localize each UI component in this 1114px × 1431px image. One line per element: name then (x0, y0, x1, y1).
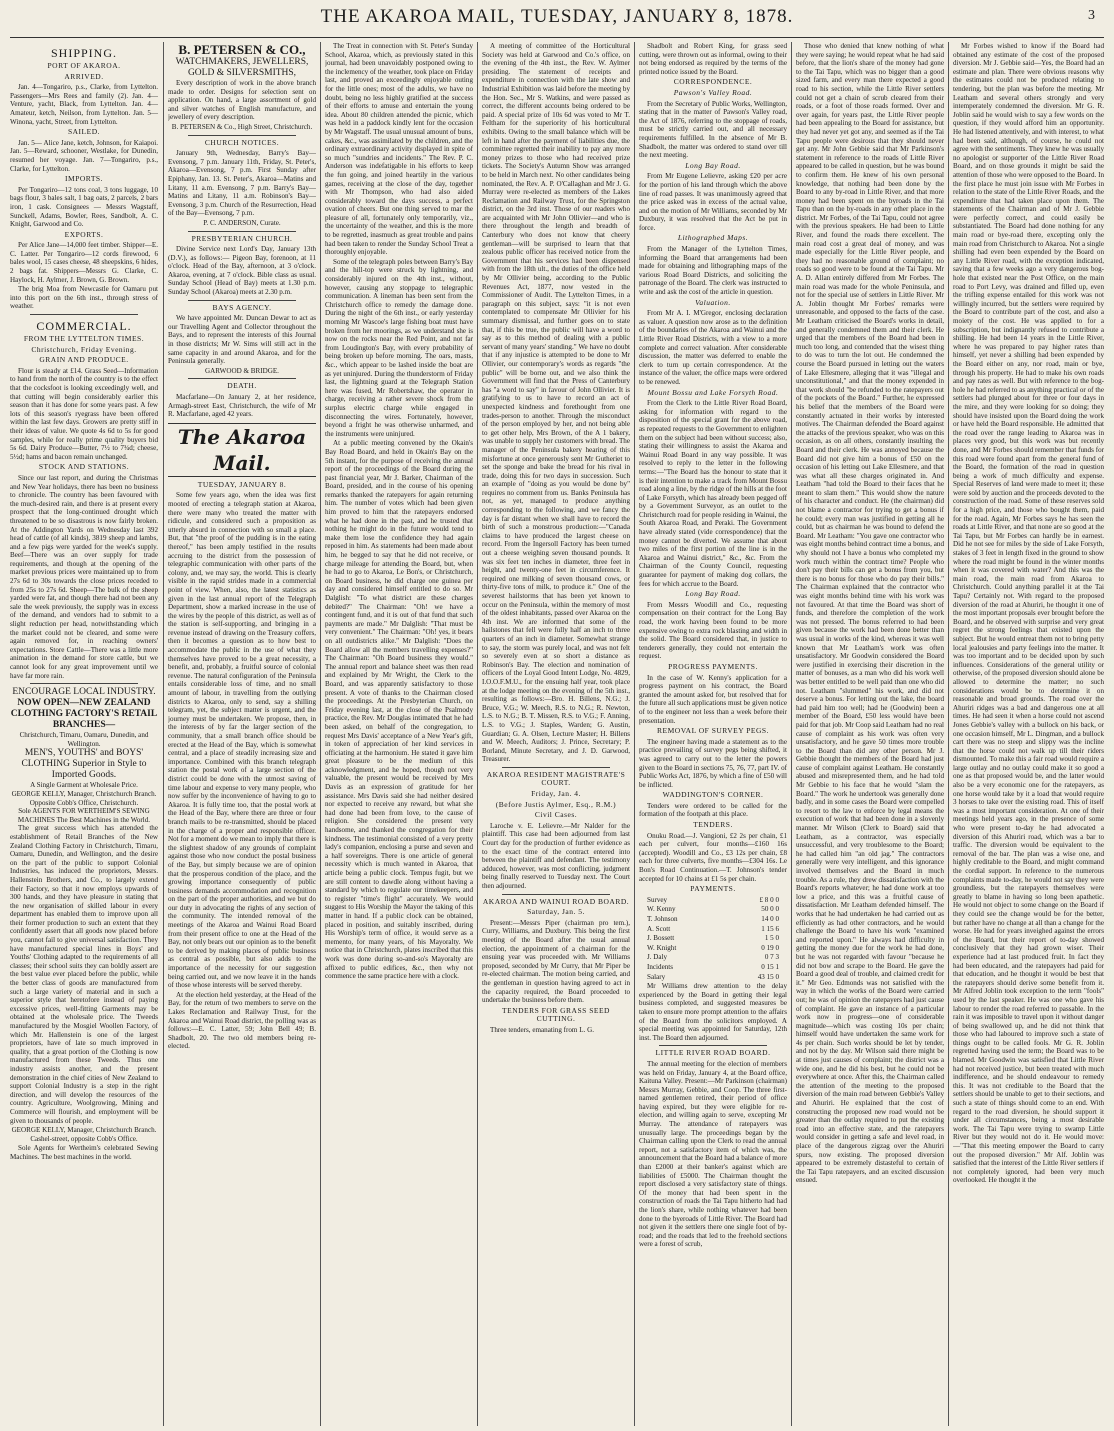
progress-heading: PROGRESS PAYMENTS. (668, 661, 758, 671)
payment-amount: 1 15 6 (761, 924, 779, 933)
grass-tenders-text: Three tenders, emanating from L. G. (490, 1025, 595, 1034)
road-board-date: Saturday, Jan. 5. (527, 907, 585, 917)
exports-heading: EXPORTS. (64, 229, 104, 239)
col7-text: Mr Forbes wished to know if the Board had obtained any estimate of the cost of the proposed diversion. Mr J. Gebbie said—Yes, the Board had an estimate and plan. There were obvious reasons why the estimates could not be produced relating to tendering, but the plan was before the meeting. Mr Leatham and several others strongly and very intemperately condemned the diversion. Mr G. R. Joblin said he would wish to say a few words on the question, if they would afford him an opportunity. He had listened attentively, and with interest, to what had been said, although, of course, he could not agree with the sentiments. They knew he was usually no apologist or supporter of the Little River Road Board, and on those grounds it might be said the attention of those who were opposed to the Board. In the first place he must join issue with Mr Forbes in relation to the state of the Little River Roads, and the expenditure that had taken place upon them. The statements of the Chairman and of Mr J. Gebbie were perfectly correct, and could easily be substantiated. The Board had done nothing for any main road or bye-road there, excepting only the main road from Christchurch to Akaroa. Not a single shilling had even been expended by the Board on any Little River road, with the exception indicated, saving that a few weeks ago a very dangerous bog-hole that existed near the Post Office, on the main road to Port Levy, was drained and filled up, even the trifling expense entailed for this work was not willingly incurred, but the settlers were required by the Board to contribute part of the cost, and also a moiety of the cost. He was applied to for a subscription, but indignantly refused to contribute a shilling. He had been 14 years in the Little River, where he was prepared to pay higher rates than himself, yet never a shilling had been expended by the Board either on any, nor road, main or bye, through his property. He had to make his own roads and pay rates as well. But with reference to the bog-hole he had referred to as anything practical or of the settlers had plunged about for three or four days in the mire, and they were looking for so doing; they should have insisted upon the Board doing the work or have held the Board responsible. He admitted that the road over the range leading to Akaroa was in places very good, but this work was but recently done, and Mr Forbes should remember that funds for this road were found apart from the general fund of the Board, the formation of the road in question being a work of much difficulty and expense. Special Reserves of land were made to meet it; these were sold by auction and the proceeds devoted to the construction of the road. Some of these reserves sold for a high price, and those who bought them, paid for the road. Again, Mr Forbes says he has seen the roads at Little River, and that none are so good at the Tai Tapu, but Mr Forbes can hardly be in earnest. Did he not see for miles by the side of Lake Forsyth, stakes of 3 feet in length fixed in the ground to show where the road might be found in the winter months when it was covered with water? And this was the main road, the main road from Akaroa to Christchurch. Could anything parallel it at the Tai Tapu? Certainly not. With regard to the proposed diversion of the road at Ahuriri, he thought it one of the most important proposals ever brought before the Board, and he observed with surprise and very great regret the strong feelings that existed upon the subject. But he would entreat them not to bring petty local jealousies and party feelings into the matter. It was too important and to be decided upon by such influences. Considerations of the general utility or otherwise, of the proposed diversion should alone be allowed to determine the matter; no such considerations would be to determine it on reasonable and broad grounds. The road over the Ahuriri ridges was a bad and dangerous one at all times. He had seen it when a horse could not ascend Jones Gebbie's valley with a bullock on his back, or one occasion himself, Mr L. Dingman, and a bullock cart there was no steep and slippy was the incline that the horse could not walk up till their riders dismounted. To make this a fair road would require a large outlay and no outlay could make it so good a one as that proposed would be, and the latter would also be a very economic one for the ratepayers, as one horse would take by it a load that would require 3 horses to take over the existing road. This of itself was a most important consideration. At one of their meetings held years ago, in the presence of some who were present to-day he had advocated a diversion of this Ahuriri road, which was a bar to traffic. The diversion would be equivalent to the removal of the bar. The plan was a wise one, and highly creditable to the Board, and might command the cordial support. In reference to the numerous complaints made to-day, he would not say they were groundless, but the ratepayers themselves were greatly to blame in having so long been apathetic. He would not object to some change on the Board if they could see the change would be for the better, but rather have no change at all than a change for the worse. He had for years inveighed against the errors of the Board, but their report of to-day showed conclusively that they had grown wiser. Their experience had at last produced fruit. In fact they had been educated, and the ratepayers had paid for that education, and he thought it would be best that the ratepayers should derive some benefit from it. Mr Alfred Joblin took exception to the term "fools" used by the last speaker. He was one who gave his labour to render the road referred to passable. In the rain it was imposible to travel upon it without danger of being swallowed up, and he did not think that those who had laboured to improve such a state of things ought to be called fools. Mr G. R. Joblin regretted having used the term; the Board was to be blamed. Mr Goodwin was satisfied that Little River had not received justice, but been treated with much indifference, and he should endeavour to remedy this. It was not creditable to the Board that the settlers should be unable to get to their sections, and such a state of things should come to an end. With regard to the road diversion, he should support it under all circumstances, being a most desirable work. The Tai Tapu were trying to swamp Little River but they would not do it. He would move:—"That this meeting empower the Board to carry out the proposed diversion." Mr Alf. Joblin was satisfied that the interest of the Little River settlers if not completely ignored, had been very much overlooked. He thought it the (953, 42, 1104, 1185)
payment-row (639, 905, 787, 914)
arrived-heading: ARRIVED. (64, 71, 104, 81)
imports-heading: IMPORTS. (65, 174, 103, 184)
ad-agents: Sole Agents for Wertheim's celebrated Sewing Machines. The best machines in the world. (10, 1144, 158, 1161)
divider (30, 683, 138, 684)
payment-name: W. Knight (647, 943, 677, 952)
bays-heading: BAYS AGENCY. (212, 302, 272, 312)
divider (502, 894, 610, 895)
correspondence-heading: CORRESPONDENCE. (673, 77, 753, 87)
shipping-heading: SHIPPING. (50, 46, 117, 60)
payment-amount: 43 15 0 (757, 972, 779, 981)
divider (502, 767, 610, 768)
tenders-heading: TENDERS. (693, 820, 733, 830)
payment-amount: 1 5 0 (764, 934, 779, 943)
payment-amount: 0 7 3 (764, 953, 779, 962)
ad-mens: MEN'S, YOUTHS' and BOYS' CLOTHING Superior in Style to Imported Goods. (21, 748, 147, 781)
leader-text: Some few years ago, when the idea was first mooted of erecting a telegraph station at Akaroa, there were many who treated the matter with ridicule, and considered such a proposition as utterly absurd in connection with so small a place. But, that "the proof of the pudding is in the eating thereof," has been amply testified in the results accruing to the district from the possession of telegraphic communication with other parts of the colony, and, we may say, the world. This is clearly visible in the rapid strides made in a commercial point of view. When, also, the latest statistics as given in the last annual report of the Telegraph Department, show a marked increase in the use of the wires by the people of this district, as well as of the station is self-supporting, and bringing in a revenue instead of drawing on the Treasury coffers, then it becomes a question as to how best to accommodate the public in the use of what they themselves have proved to be a great necessity, a benefit, and, probably, a fruitful source of colonial revenue. The natural configuration of the Peninsula entails considerable loss of time, and no small amount of labour, in travelling from the outlying districts to Akaroa, only to send, say a shilling telegram, yet, the subject matter is urgent, and the journey must be undertaken. We propose, then, in the interests of by far the larger section of the community, that a small branch office should be erected at the Head of the Bay, which is somewhat central, and a place of steadily increasing size and importance. Combined with this branch telegraph station the postal work of a large section of the district could be done with the utmost saving of time labour and expense to very many people, who now suffer by the inconvenience of having to go to Akaroa. It is fully time too, that the postal work at the Head of the Bay, where there are three or four branch mails to be re-transmitted, should be placed in the charge of a proper and responsible officer. Not for a moment do we mean to imply that there is the slightest shadow of any grounds of complaint against those who now conduct the postal business of the Bay, but simply because we are of opinion that the prosperous condition of the place, and the growing importance consequently of public business demands accommodation and recognition on the part of the proper authorities, and we but do our duty in advocating the rights of any section of the community. The intended removal of the meetings of the Akaroa and Wainui Road Board from their present office to one at the Head of the Bay, not only bears out our opinion as to the benefit to be derived by making places of public business as central as possible, but also adds to the importance of the necessity for our suggestion being carried out, and we now leave it in the hands of those whose interests will be served thereby. (168, 491, 316, 990)
payment-amount: 14 0 0 (761, 915, 779, 923)
grain-heading: GRAIN AND PRODUCE. (39, 355, 129, 365)
longbay2-text: From Messrs Woodill and Co., requesting compensation on their contract for the Long Bay road, the work having been found to be more expensive owing to extra rock blasting and width in the solid. The Board considered that, in justice to tenderers generally, they could not entertain the request. (639, 600, 787, 661)
divider (30, 314, 138, 315)
telegraph-text: Some of the telegraph poles between Barry's Bay and the hill-top were struck by lightning, and considerably injured on the 4th inst., without, however, causing any stoppage to telegraphic communication. A lineman has been sent from the Christchurch office to remedy the damage done. During the night of the 6th inst., or early yesterday morning Mr Wascoe's large fishing boat must have broken from her moorings, as we understand she is now on the rocks near the Red Point, and not far from Loudington's Bay, with every probability of being broken up before morning. The oars, masts, &c., which appear to be lashed inside the boat are as yet uninjured. During the thunderstorm of Friday last, the lightning guard at the Telegraph Station here was fused, Mr Robertshaw, the operator in charge, receiving a rather severe shock from the surplus electric charge while engaged in disconnecting the wires. Fortunately, however, beyond a fright he was otherwise unharmed, and the instruments were uninjured. (325, 257, 473, 438)
payment-amount: 50 0 0 (761, 905, 779, 914)
column-7 (953, 42, 1104, 1426)
divider (188, 135, 296, 136)
bays-text: We have appointed Mr. Duncan Dewar to act as our Travelling Agent and Collector throughout the Bays, and to represent the interests of this Journal in those districts; Mr W. Sims will still act in the same capacity in and around Akaroa, and for the Peninsula generally. (168, 314, 316, 366)
williams-text: Mr Williams drew attention to the delay experienced by the Board in getting their legal business completed, and suggested measures be taken to ensure more prompt attention to the affairs of the Board from the solicitors employed. A special meeting was appointed for Saturday, 12th inst. The Board then adjourned. (639, 982, 787, 1042)
port-heading: PORT OF AKAROA. (47, 61, 121, 70)
bays-signature: GARWOOD & BRIDGE. (205, 366, 279, 375)
sailed-text: Jan. 5— Alice Jane, ketch, Johnson, for Kaiapoi. Jan. 5—Reward, schooner, Westlake, for Dunedin, resumed her voyage. Jan. 7—Tongariro, p.s., Clarke, for Lyttelton. (10, 138, 158, 173)
church-signature: P. C. ANDERSON, Curate. (203, 218, 281, 227)
payment-name: W. Kenny (647, 905, 676, 914)
column-rule (634, 42, 635, 1426)
payment-name: J. Bossett (647, 934, 675, 943)
ad-heading: ENCOURAGE LOCAL INDUSTRY. (12, 687, 156, 698)
leader-dateline: TUESDAY, JANUARY 8. (197, 479, 287, 489)
payment-amount: 0 19 0 (761, 943, 779, 952)
longbay2-heading: Long Bay Road. (685, 589, 741, 599)
ad-sole: Sole AGENTS FOR WERTHEIM'S SEWING MACHINES The Best Machines in the World. (17, 807, 151, 824)
petersen-signature: B. PETERSEN & Co., High Street, Christchurch. (171, 122, 313, 131)
ad-single: A Single Garment at Wholesale Price. (30, 781, 138, 790)
tenders-text: Onuku Road.—J. Vangioni, £2 2s per chain, £1 each per culvert, four months—£160 16s (accepted). Woodill and Co., £3 12s per chain, £8 each for three culverts, five months—£304 16s. Le Bon's Road Continuation.—T. Johnson's tender accepted for 10 chains at £1 5s per chain. (639, 831, 787, 883)
masthead (0, 6, 1114, 36)
petersen-body: Every description of work in the above branch made to order. Designs for selection sent on application. On hand, a large assortment of gold and silver watches of English manufacture, and jewellery of every description. (168, 79, 316, 122)
litho-heading: Lithographed Maps. (677, 233, 749, 243)
dateline: Christchurch, Friday Evening. (31, 344, 137, 354)
column-1 (10, 42, 158, 1426)
column-rule (320, 42, 321, 1426)
arrived-text: Jan. 4—Tongariro, p.s., Clarke, from Lyttelton. Passengers—Mrs Rees and family (2). Jan. 4—Venture, yacht, Black, from Lyttelton. Jan. 4—Amateur, ketch, Neilson, from Lyttelton. Jan. 5—Winona, yacht, Street, from Lyttelton. (10, 83, 158, 126)
exports-text: Per Alice Jane—14,000 feet timber. Shipper—E. C. Latter. Per Tongariro—12 cords firewood, 6 bales wool, 15 cases cheese, 48 sheepskins, 6 hides, 2 bags fat. Shippers—Messrs G. Clarke, C. Haylock, H. Aylmer, J. Brown, G. Brown. (10, 241, 158, 284)
payment-row (639, 953, 787, 962)
payment-row (639, 973, 787, 982)
church-heading: CHURCH NOTICES. (204, 137, 280, 147)
payment-row (639, 925, 787, 934)
payments-table (639, 896, 787, 981)
payment-name: J. Daly (647, 953, 668, 962)
masthead-title: THE AKAROA MAIL, TUESDAY, JANUARY 8, 1878. (320, 6, 794, 27)
payment-name: Salary (647, 972, 666, 981)
divider (188, 231, 296, 232)
pawson-heading: Pawson's Valley Road. (673, 87, 753, 97)
road-board-text: Present:—Messrs Piper (chairman pro tem.), Curry, Williams, and Duxbury. This being the first meeting of the Board after the usual annual election, the appointment of a chairman for the ensuing year was proceeded with. Mr Williams proposed, seconded by Mr Curry, that Mr Piper be re-elected chairman. The motion being carried, and the gentleman in question having agreed to act in the capacity required, the Board proceeded to undertake the business before them. (482, 918, 630, 1005)
petersen-trades: WATCHMAKERS, JEWELLERS, GOLD & SILVERSMITHS, (175, 57, 309, 78)
valuation-text: From Mr A. I. M'Gregor, enclosing declaration as valuer. A question now arose as to the definition of the boundaries of the Akaroa and Wainui and the Little River Road Districts, with a view to a more complete and correct valuation. After considerable discussion, the matter was deferred to enable the clerk to turn up certain correspondence. At the instance of the valuer, the office maps were ordered to be renewed. (639, 309, 787, 386)
church-text: January 9th, Wednesday, Barry's Bay—Evensong, 7 p.m. January 11th, Friday, St. Peter's, Akaroa—Evensong, 7 p.m. First Sunday after Epiphany, Jan. 13. St. Peter's, Akaroa—Matins and Litany, 11 a.m. Evensong, 7 p.m. Barry's Bay—Matins and Litany, 11 a.m. Robinson's Bay—Evensong, 3 p.m. Church of the Resurrection, Head of the Bay—Evensong, 7 p.m. (168, 149, 316, 218)
payment-name: Incidents (647, 962, 674, 971)
death-heading: DEATH. (227, 381, 257, 391)
longbay-heading: Long Bay Road. (685, 160, 741, 170)
divider (659, 1045, 767, 1046)
column-rule (948, 42, 949, 1426)
payment-amount: £ 8 0 0 (759, 895, 779, 904)
stock-heading: STOCK AND STATIONS. (38, 462, 130, 472)
column-5 (639, 42, 787, 1426)
ad-now-open: NOW OPEN—NEW ZEALAND CLOTHING FACTORY'S RETAIL BRANCHES— (10, 698, 158, 731)
rm-court-date: Friday, Jan. 4. (531, 789, 581, 799)
masthead-rule (10, 37, 1104, 38)
payment-row (639, 963, 787, 972)
rm-court-before: (Before Justis Aylmer, Esq., R.M.) (495, 799, 617, 809)
ad-branches: Christchurch, Timaru, Oamaru, Dunedin, and Wellington. (19, 731, 149, 748)
presbyterian-text: Divine Service next Lord's Day, January 13th (D.V.), as follows:— Pigeon Bay, forenoon, at 11 o'clock. Head of the Bay, afternoon, at 3 o'clock. Akaroa, evening, at 7 o'clock. Bible class as usual. Sunday School (Head of Bay) meets at 1.30 p.m. Sunday School (Akaroa) meets at 2.30 p.m. (168, 245, 316, 297)
page-number: 3 (1088, 8, 1096, 23)
divider (188, 300, 296, 301)
shadbolt-text: Shadbolt and Robert King, for grass seed cutting, were thrown out as informal, owing to their not being endorsed as required by the terms of the printed notice issued by the Board. (639, 42, 787, 76)
times-source: FROM THE LYTTELTON TIMES. (23, 334, 145, 344)
ad-body: The great success which has attended the establishment of Retail Branches of the New Zealand Clothing Factory in Christchurch, Timaru, Oamaru, Dunedin, and Wellington, and the desire on the part of the public to support Colonial Industries, has induced the proprietors, Messrs. Hallenstein Brothers, and Co., to largely extend their Factory, so that it now employs upwards of 300 hands, and they have pleasure in stating that the new organisation of skilled labour in every department has enabled them to improve upon all their former production to such an extent that they confidently assert that all goods now placed before you, cannot fail to give universal satisfaction. They have manufactured special lines in Boys' and Youths' Clothing adapted to the requirements of all classes; their school suits they can boldly assert are the best value ever placed before the public, while the better class of goods are manufactured from such a large variety of material and in such a superior style that heretofore instead of paying excessive prices, well-fitting Garments may be obtained at the wholesale price. The Tweeds manufactured by the Mosgiel Woollen Factory, of which Mr. Hallenstein is one of the largest proprietors, have of late so much improved in quality, that a great portion of the Clothing is now manufactured from these Tweeds. Thus one industry assists another, and the present demonstration in the chief cities of New Zealand to support Colonial Industry is a step in the right direction, and will develop the resources of the country. Agriculture, Woolgrowing, Mining and Commerce will flourish, and employment will be given to thousands of people. (10, 824, 158, 1125)
civil-cases-heading: Civil Cases. (534, 810, 578, 820)
little-river-heading: LITTLE RIVER ROAD BOARD. (655, 1048, 771, 1058)
civil-cases-text: Laroche v. E. Lelievre.—Mr Nalder for the plaintiff. This case had been adjourned from last Court day for the production of further evidence as to the exact time of the contract entered into between the plaintiff and defendant. The testimony adduced, however, was most conflicting, judgment being finally reserved to Tuesday next. The Court then adjourned. (482, 821, 630, 890)
mtbossu-text: From the Clerk to the Little River Road Board, asking for information with regard to the disposition of the special grant for the above road, as repeated requests to the Government to enlighten them on the subject had been without success; also, stating their willingness to assist the Akaroa and Wainui Road Board in any way possible. It was resolved to reply to the letter in the following terms:—"The Board has the honour to state that it is their intention to make a track from Mount Bossu road along a line, by the ridge of the hills at the foot of Lake Forsyth, which has already been pegged off by a Government Surveyor, as an outlet to the Christchurch road for people residing in Wainui, the South Akaroa Road, and Peraki. The Government have already stated (vide correspondence) that the money cannot be diverted. We assume that about two miles of the first portion of the line is in the Akaroa and Wainui district," &c., &c. From the Chairman of the County Council, requesting guarantee for payment of making dog collars, the fees for which accrue to the Board. (639, 399, 787, 588)
sailed-heading: SAILED. (67, 127, 101, 137)
clothing-advertisement (10, 687, 158, 824)
column-2 (168, 42, 316, 1426)
commercial-heading: COMMERCIAL. (36, 319, 132, 334)
removal-heading: REMOVAL OF SURVEY PEGS. (657, 726, 769, 736)
payment-name: T. Johnson (647, 915, 678, 923)
progress-text: In the case of W. Kenny's application for a progress payment on his contract, the Board granted the amount asked for, but resolved that for the future all such applications must be given notice of to the engineer not less than a week before their presentation. (639, 673, 787, 725)
column-rule (791, 42, 792, 1426)
col6-text: Those who denied that knew nothing of what they were saying; he would repeat what he had said before, that the lion's share of the money had gone to the Tai Tapu, which was no bigger than a good sized farm, and every man there expected a good road to his section, while the Little River settlers could not get a chain of scrub cleared from their roads, or a foot of those roads formed. Over and over again, for years past, the Little River people had been appealing to the Board for assistance, but they had never yet got any, and seemed as if the Tai Tapu people were desirous that they should never get any. Mr John Gebbie said that Mr Parkinson's statement in reference to the roads of Little River appeared to be called in question, but he was bound to confirm them. He knew of his own personal knowledge, that nothing had been done by the Board to any by-road in Little River, and that more money had been spent on the byroads in the Tai Tapu than on the by-roads in any other place in the district. Mr Forbes, of the Tai Tapu, could not agree with the previous speakers. He had been to Little River, and found the roads there excellent. The main road cost a great deal of money, and was made especially for the Little River people, and they had no reasonable ground of complaint; no roads so good were to be found at the Tai Tapu. Mr A. D. Allan entirely differed from Mr Forbes. The main road was made for the whole Peninsula, and not for the special use of settlers in Little River. Mr A. Joblin thought Mr Forbes' remarks were unreasonable, and opposed to the facts of the case. Mr Leatham criticised the Board's works in detail, and generally condemned them and their clerk. He urged that the members of the Board had been in much too long, and contended that the wisest thing to do was to turn the lot out. He condemned the course the Board pursued in letting out the waters of Lake Ellesmere, alleging that it was "illegal and unconstitutional," and that the money expended in that work should "be refunded to the ratepayers out of the pockets of the Board." Further, he expressed his belief that the members of the Board were constantly actuated in their works by interested motives. The Chairman defended the Board against the attacks of the previous speaker, who was on this occasion, as on all others, constantly insulting the Board and their clerk. He was annoyed because the Board did not give him a bonus of £50 on the occasion of his letting out Lake Ellesmere, and that was what all these charges originated in. And Leatham "had told the Board to their faces that he meant to slam them." This would show the nature of his character and conduct. He (the chairman) did not blame a contractor for trying to get a bonus if he could; every man was justified in getting all he could, but as chairman he was bound to defend the Board. Mr Leatham: "You gave one contractor who was eight months behind contract time a bonus, and why should not I have a bonus who completed my work much within the contract time? People who don't pay their bills can get a bonus from you, but there is no bonus for those who do pay their bills." The Chairman explained that the contractor who was eight months behind time with his work was not favoured. At that time the Board was short of funds, and therefore the completion of the work was not pressed. The bonus referred to had been given because the work had been done better than was usual in works of the kind, whereas it was well known that Mr Leatham's work was often unsatisfactory. Mr Goodwin considered the Board were justified in exercising their discretion in the matter of bonuses, as a man who did his work well was better entitled to be well paid than one who did not. Leatham "slummed" his work, and did not deserve a bonus. For letting out the lake, the board had paid him too well; had he (Goodwin) been a member of the Board, £50 less would have been paid for that job. Mr Coop said Leatham had no real cause of complaint as his work was often very unsatisfactory, and he gave 50 times more trouble to the Board than did any other person. Mr J. Gebbie thought the members of the Board had just cause of complaint against Leatham. He constantly abused and misrepresented them, and he had told Mr Gebbie to his face that he would "slam the Board." The work he undertook was generally done badly, and in some cases the Board were compelled to resort to the law to enforce by legal means the execution of work that had been done in a slovenly manner. Mr Wilson (Clerk to Board) said that Leatham, as a contractor, was especially unsuccessful, and very troublesome to the Board; he had called him "an old jag." The contractors generally were very intelligent, and this ignorance involved themselves and the Board in much trouble. As a rule, they drew dissatisfaction with the Board's reports whatever; he had done work at too low a price, and this was a fruitful cause of dissatisfaction. Mr Leatham defended himself. The works that he had undertaken he had carried out as efficiently as had other contractors, and he would challenge the Board to have his work "examined and reported upon." He always had difficulty in getting the money due for the work he had done, but he was not regarded with favour "because he did not bow and scrape to the Board. He gave the Board a good deal of trouble, and claimed credit for it." Mr Geo. Edmonds was not satisfied with the way in which the works of the Board were carried out; he was of opinion the ratepayers had just cause of complaint. He gave an instance of a particular work now in progress—one of considerable magnitude—which was costing 10s per chain; himself would have undertaken the same work for 4s per chain. Such works should be let by tender, and not by the day. Mr Wilson said there might be at times just causes of complaint; the district was a wide one, and he did his best, but he could not be everywhere at once. After this, the Chairman called the attention of the meeting to the proposed diversion of the main road between Gebbie's Valley and Ahuriri. He explained that the cost of constructing the proposed new road would not be greater than the outlay required to put the existing road into an effective state, and the ratepayers would consider in getting a safe and level road, in place of the dangerous zigzag over the Ahuriri spurs, now existing. The proposed diversion appeared to be extremely distasteful to certain of the Tai Tapu ratepayers, and an excited discussion ensued. (796, 42, 944, 1185)
grain-text: Flour is steady at £14. Grass Seed—Information to hand from the north of the country is to the effect that the cocksfoot is looking exceedingly well, and that cutting will begin considerably earlier this season than it has done for some years past. A few lots of this season's ryegrass have been offered within the last few days. Growers are pretty stiff in their ideas of value. We quote 4s 6d to 5s for good samples, while for really prime quality buyers bid 5s 6d. Dairy Produce—Butter, 7½ to 7¾d; cheese, 5½d; hams and bacon remain unchanged. (10, 366, 158, 461)
removal-text: The engineer having made a statement as to the practice prevailing of survey pegs being shifted, it was agreed to carry out to the letter the powers given to the Board in sections 75, 76, 77, part IV. of Public Works Act, 1876, by which a fine of £50 will be inflicted. (639, 737, 787, 789)
litho-text: From the Manager of the Lyttelton Times, informing the Board that arrangements had been made for obtaining and lithographing maps of the various Road Board Districts, and soliciting the patronage of the Board. The clerk was instructed to write and ask the cost of the article in question. (639, 245, 787, 297)
stock-text: Since our last report, and during the Christmas and New Year holidays, there has been no business to chronicle. The country has been favoured with the much-desired rain, and there is at present every prospect that the long-continued drought which threatened to be so disastrous is now fairly broken. At the Addington Yards on Wednesday last 392 head of cattle (of all kinds), 3819 sheep and lambs, and a few pigs were yarded for the week's supply. Beef—There was an over supply for trade requirements, and though at the opening of the market previous prices were maintained up to from 27s 6d to 30s towards the close prices receded to from 25s to 27s 6d. Sheep—The bulk of the sheep yarded were fat, and though there had not been any sale the week previously, the supply was in excess of the demand, and vendors had to submit to a slight reduction per head, notwithstanding which the market could not be cleared, and some were again removed for, in reaching owners' expectations. Store Cattle—There was a little more animation in the demand for store cattle, but we cannot look for any great improvement until we have far more rain. (10, 473, 158, 680)
valuation-heading: Valuation. (695, 297, 731, 307)
payment-row (639, 915, 787, 924)
longbay-text: From Mr Eugene Lelievre, asking £20 per acre for the portion of his land through which the above line of road passes. It was unanimously agreed that the price asked was in excess of the actual value, and on the motion of Mr Williams, seconded by Mr Duxbury, it was resolved that the Act be put in force. (639, 172, 787, 232)
paper-nameplate: The Akaroa Mail. (168, 423, 316, 477)
payment-name: Survey (647, 895, 668, 904)
election-text: At the election held yesterday, at the Head of the Bay, for the return of two members to serve on the Lakes Reclamation and Railway Trust, for the Akaroa and Wainui Road district, the polling was as follows:—E. C. Latter, 59; John Bell 49; B. Shadbolt, 20. The two old members being re-elected. (168, 990, 316, 1051)
treat-text: The Treat in connection with St. Peter's Sunday School, Akaroa, which, as previously stated in this journal, had been unavoidably postponed owing to the inclemency of the weather, took place on Friday last, and proved an exceedingly enjoyable outing for the little ones; most of the adults, we have no doubt, being no less highly gratified at the success of their efforts to amuse and entertain the young idea. About 80 children attended the picnic, which was held in a paddock kindly lent for the occasion by Mr Wagstaff. The usual unusual amount of buns, cakes, &c., was assimilated by the children, and the ordinary extraordinary activity displayed in spite of so much "sundries and incidents." The Rev. P. C. Anderson was indefatigable in his efforts to keep the fun going, and joined heartily in the various games, receiving at the close of the day, together with Mr Thompson, who had also aided considerably toward the days success, a perfect ovation of cheers. But one thing served to mar the pleasure of all, fortunately only temporarily, viz., the uncertainty of the weather, and this is the more to be regretted, inasmuch as great trouble and pains had been taken to render the Sunday School Treat a thoroughly enjoyable. (325, 42, 473, 257)
divider (188, 378, 296, 379)
petersen-heading: B. PETERSEN & CO., (178, 42, 306, 57)
rm-court-heading: AKAROA RESIDENT MAGISTRATE'S COURT. (486, 769, 626, 788)
payment-row (639, 934, 787, 943)
payment-name: A. Scott (647, 924, 671, 933)
waddington-heading: WADDINGTON'S CORNER. (662, 790, 764, 800)
column-rule (477, 42, 478, 1426)
petersen-advertisement (168, 42, 316, 79)
horticultural-text: A meeting of committee of the Horticultural Society was held at Garwood and Co.'s office, on the evening of the 4th inst., the Rev. W. Aylmer presiding. The statement of receipts and expenditure in connection with the late show and Industrial Exhibition was laid before the meeting by the Hon. Sec., Mr S. Watkins, and were passed as correct, the different accounts being ordered to be paid. A special prize of 10s 6d was voted to Mr T. Feltham for the superiority of his horticultural exhibits. Owing to the small balance which will be left in hand after the payment of liabilities due, the committee regretted their inability to pay any more money prizes to those who had received prize tickets. The Society's Autumn Show was arranged to be held in March next. No other candidates being nominated, the Rev. A. P. O'Callaghan and Mr J. G. Murray were re-elected as members of the Lakes Reclamation and Railway Trust, for the Springston district, on the 3rd inst. Those of our readers who are acquainted with Mr John Ollivier—and who is there throughout the length and breadth of Canterbury who does not know that cheery gentleman—will be surprised to learn that that zealous public officer has received notice from the Government that his services had been dispensed with from the 18th ult., the duties of the office held by Mr Ollivier being, according to the Public Revenues Act, 1877, now vested in the Commissioner of Audit. The Lyttelton Times, in a paragraph on this subject, says: "it is not even contemplated to compensate Mr Ollivier for his summary dismissal, and further goes on to state that, if this be true, the public will have a word to say as to this method of dealing with a public servant of many years' standing." We have no doubt that if any injustice is attempted to be done to Mr Ollivier, our contemporary's words as regards "the public" will be borne out, and we also think the Government will find that the Press of Canterbury has "a word to say" in favour of John Ollivier. It is gratifying to us to have to record an act of unexpected kindness and forethought from one trades-person to another. Through the misconduct of the person employed by her, and not being able to get other help, Mrs Brown, of the A 1 bakery, was unable to supply her customers with bread. The manager of the Peninsula bakery hearing of this misfortune at once generously sent Mr Gutheriet to set the sponge and bake the bread for his rival in trade, doing this for two days in succession. Such an example of "doing as you would be done by" requires no comment from us. Banks Peninsula has not, as yet, managed to produce anything corresponding to the following, and we fancy the day is far distant when we shall have to record the birth of such a monstrous production:—"Canada claims to have produced the largest cheese on record. From the Ingersoll Factory has been turned out a cheese weighing seven thousand pounds. It was six feet ten inches in diameter, three feet in height, and twenty-one feet in circumference. It required one milking of seven thousand cows, or thirty-five tons of milk, to produce it." One of the severest hailstorms that has been yet known to occur on the Peninsula, within the memory of most of the oldest inhabitants, passed over Akaroa on the 4th inst. We are informed that some of the hailstones that fell were fully half an inch to three quarters of an inch in diameter. Somewhat strange to say, the storm was purely local, and was not felt so severely even at so short a distance as Robinson's Bay. The election and nomination of officers of the Loyal Good Intent Lodge, No. 4829, I.O.O.F.M.U., for the ensuing half year, took place at the lodge meeting on the evening of the 5th inst., resulting as follows:—Bro. H. Billens, N.G.; J. Bruce, V.G.; W. Meech, R.S. to N.G.; R. Newton, L.S. to N.G.; B. T. Missen, R.S. to V.G.; F. Anning, L.S. to V.G.; J. Staples, Warden; G. Austin, Guardian; G. A. Olsen, Lecture Master; H. Billens and W. Meech, Auditors; J. Prince, Secretary; P. Borland, Minute Secretary, and J. D. Garwood, Treasurer. (482, 42, 630, 764)
okains-text: At a public meeting convened by the Okain's Bay Road Board, and held in Okain's Bay on the 5th instant, for the purpose of receiving the annual report of the proceedings of the Board during the past financial year, Mr J. Barker, Chairman of the Board, presided, and in the course of his opening remarks thanked the ratepayers for again returning him. The number of votes which had been given him proved to him that the ratepayers endorsed what he had done in the past, and he trusted that nothing he might do in the future would tend to make them lose the confidence they had again reposed in him. As statements had been made about him, he begged to say that he did not receive, or charge mileage for attending the Board, but, when he had to go to Akaroa, Le Bon's, or Christchurch, on Board business, he did charge one guinea per day and considered himself entitled to do so. Mr Dalglish: "To what district are these charges debited?" The Chairman: "Oh! we have a contingent fund, and it is out of that fund that such payments are made." Mr Dalglish: "That must be very convenient." The Chairman: "Oh! yes, it bears on all outdistricts alike." Mr Dalglish: "Does the Board allow all the members travelling expenses?" The Chairman: "Oh Board business they would." The annual report and balance sheet was then read and explained by Mr Wright, the Clerk to the Board, and was apparently satisfactory to those present. A vote of thanks to the Chairman closed the proceedings. At the Presbyterian Church, on Friday evening last, at the close of the Psalmody practice, the Rev. Mr Douglas intimated that he had been asked, on behalf of the congregation, to request Mrs Davis' acceptance of a New Year's gift, in token of appreciation of her kind services in officiating at the harmonium. He stated it gave him great pleasure to be the medium of this acknowledgment, and he hoped, though not very valuable, the present would be received by Mrs Davis as an expression of gratitude for her assistance. Mrs Davis said she had neither desired nor expected to receive any reward, but what she had done had been from love, to the cause of religion. She considered the present very handsome, and thanked the congregation for their kindness. The testimonial consisted of a very pretty lady's companion, enclosing a purse and seven and a half sovereigns. There is one article of general necessity which is much wanted in Akaroa, that article being a public clock. Tempus fugit, but we are still content to dawdle along without having a standard by which to regulate our timekeepers, and to register "time's flight" accurately. We would suggest to His Worship the Mayor the taking of this matter in hand. If a public clock can be obtained, placed in position, and suitably inscribed, during His Worship's term of office, it would serve as a memento, for many years, of his Mayoralty. We notice that in Christchurch, plates inscribed that this work was done during so-and-so's Mayoralty are affixed to public edifices, &c., then why not commence the same practice here with a clock. (325, 439, 473, 981)
column-4 (482, 42, 630, 1426)
ad-kelly: GEORGE KELLY, Manager, Christchurch Branch. Opposite Cobb's Office, Christchurch. (11, 789, 157, 807)
ad-kelly-sig: GEORGE KELLY, Manager, Christchurch Branch. Cashel-street, opposite Cobb's Office. (11, 1126, 157, 1143)
column-6 (796, 42, 944, 1426)
road-board-heading: AKAROA AND WAINUI ROAD BOARD. (482, 896, 630, 906)
brig-text: The brig Moa from Newcastle for Oamaru put into this port on the 6th inst., through stress of weather. (10, 285, 158, 311)
imports-text: Per Tongariro—12 tons coal, 3 tons luggage, 10 bags flour, 3 bales salt, 1 bag oats, 2 parcels, 2 bars iron, 1 cask. Consignees — Messrs Wagstaff, Sunckell, Adams, Bowler, Rees, Sandbolt, A. C. Knight, Garwood and Co. (10, 185, 158, 229)
column-rule (163, 42, 164, 1426)
death-text: Macfarlane—On January 2, at her residence, Armagh-street East, Christchurch, the wife of Mr R. Macfarlane, aged 42 years. (168, 393, 316, 419)
pawson-text: From the Secretary of Public Works, Wellington, stating that in the matter of Pawson's Valley road, the Act of 1876, referring to the stoppage of roads, must be strictly carried out, and all necessary requirements fulfilled. In the absence of Mr B. Shadbolt, the matter was ordered to stand over till the next meeting. (639, 99, 787, 160)
little-river-text: The annual meeting for the election of members was held on Friday, January 4, at the Board office, Kaituna Valley. Present:—Mr Parkinson (chairman) Messrs Murray, Gebbie, and Coop. The three first-named gentlemen retired, their period of office having expired, but they were eligible for re-election, and willing again to serve, excepting Mr Murray. The attendance of ratepayers was unusually large. The proceedings began by the Chairman calling upon the Clerk to read the annual report, not a satisfactory item of which was, the announcement that the Board had a balance of more than £2000 at their banker's against which are liabilities of £5000. The Chairman thought the report disclosed a very satisfactory state of things. Of the money that had been spent in the construction of roads the Tai Tapu hitherto had had the lion's share, while nothing whatever had been done to the byeroads of Little River. The Board had not given it the settlers there one single foot of by-road; and the roads that led to the freehold sections were a forest of scrub, (639, 1059, 787, 1249)
payment-amount: 0 15 1 (761, 962, 779, 971)
column-3 (325, 42, 473, 1426)
payment-row (639, 944, 787, 953)
presbyterian-heading: PRESBYTERIAN CHURCH. (191, 233, 293, 243)
mtbossu-heading: Mount Bossu and Lake Forsyth Road. (647, 387, 779, 397)
payments-heading: PAYMENTS. (690, 884, 736, 894)
waddington-text: Tenders were ordered to be called for the formation of the footpath at this place. (639, 801, 787, 819)
grass-tenders-heading: TENDERS FOR GRASS SEED CUTTING. (502, 1005, 610, 1024)
payment-row (639, 896, 787, 905)
